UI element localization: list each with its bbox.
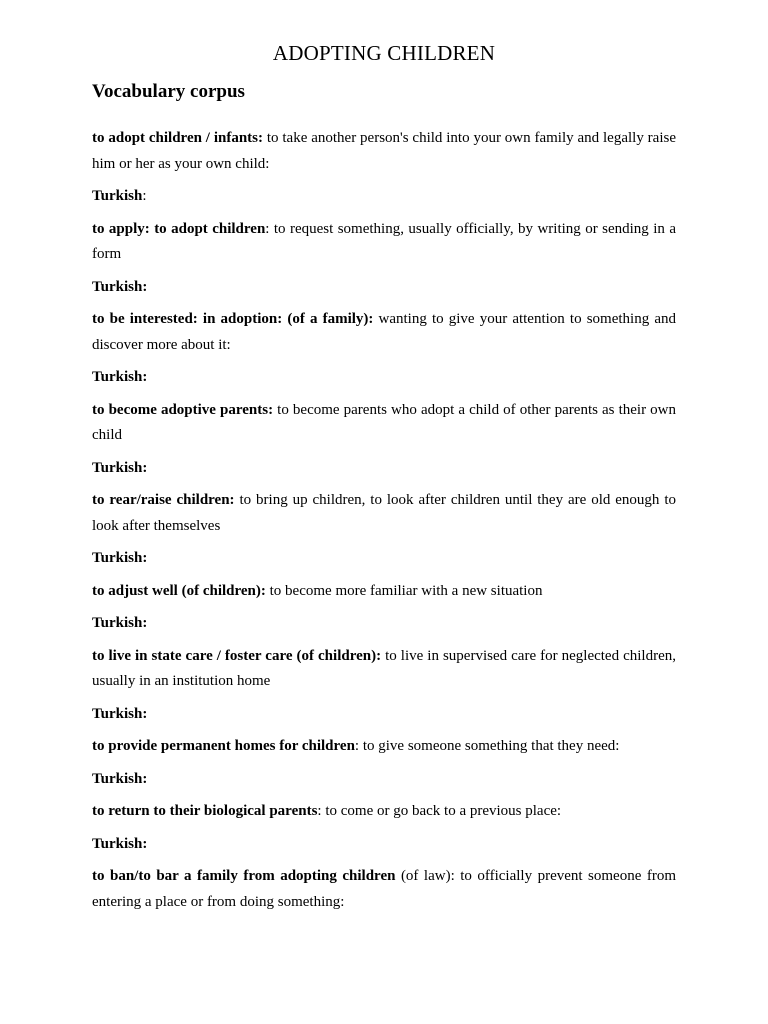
entry-term: to become adoptive parents: bbox=[92, 401, 274, 418]
entry-definition: wanting to give your attention to something and discover more about it: bbox=[92, 311, 676, 353]
vocabulary-entry bbox=[92, 579, 676, 605]
vocabulary-entry bbox=[92, 307, 676, 358]
turkish-label: Turkish: bbox=[92, 278, 148, 295]
page-title: ADOPTING CHILDREN bbox=[272, 41, 496, 65]
entry-term: to adjust well (of children): bbox=[92, 582, 266, 599]
entry-term: to rear/raise children: bbox=[92, 492, 235, 508]
vocabulary-list bbox=[92, 126, 676, 915]
vocabulary-entry bbox=[92, 488, 676, 539]
entry-definition: : to give someone something that they need: bbox=[354, 738, 620, 754]
turkish-label: Turkish: bbox=[92, 615, 148, 631]
vocabulary-entry bbox=[92, 864, 676, 915]
turkish-label: Turkish: bbox=[92, 705, 148, 722]
entry-term: to adopt children / infants: bbox=[92, 130, 263, 146]
entry-term: to provide permanent homes for children bbox=[92, 738, 355, 754]
vocabulary-entry bbox=[92, 644, 676, 695]
entry-term: to ban/to bar a family from adopting children bbox=[92, 868, 396, 884]
entry-term: to apply: to adopt children bbox=[92, 220, 266, 237]
entry-term: to be interested: in adoption: (of a family): bbox=[92, 311, 374, 327]
turkish-label: Turkish: bbox=[92, 835, 148, 852]
section-heading: Vocabulary corpus bbox=[92, 81, 245, 102]
turkish-label: Turkish: bbox=[92, 770, 148, 787]
vocabulary-entry bbox=[92, 398, 676, 449]
entry-term: to live in state care / foster care (of children): bbox=[92, 647, 382, 664]
vocabulary-entry bbox=[92, 217, 676, 268]
entry-definition: to take another person's child into your own family and legally raise him or her as your own child: bbox=[92, 130, 676, 172]
entry-term: to return to their biological parents bbox=[92, 803, 318, 819]
entry-definition: to bring up children, to look after children until they are old enough to look after themselves bbox=[92, 492, 677, 534]
vocabulary-entry bbox=[92, 799, 676, 825]
vocabulary-entry bbox=[92, 126, 676, 177]
entry-definition: : to request something, usually officially, by writing or sending in a form bbox=[92, 220, 676, 262]
entry-definition: (of law): to officially prevent someone from entering a place or from doing something: bbox=[92, 868, 677, 910]
turkish-label-suffix: : bbox=[142, 188, 147, 204]
turkish-label: Turkish: bbox=[92, 369, 148, 385]
turkish-label bbox=[92, 184, 676, 210]
entry-definition: to become more familiar with a new situation bbox=[265, 582, 543, 599]
entry-definition: to live in supervised care for neglected children, usually in an institution home bbox=[92, 647, 676, 689]
vocabulary-entry bbox=[92, 734, 676, 760]
entry-definition: to become parents who adopt a child of other parents as their own child bbox=[92, 401, 676, 443]
entry-definition: : to come or go back to a previous place: bbox=[317, 803, 562, 819]
turkish-label-text: Turkish bbox=[92, 188, 143, 204]
turkish-label: Turkish: bbox=[92, 459, 148, 476]
turkish-label: Turkish: bbox=[92, 550, 148, 566]
